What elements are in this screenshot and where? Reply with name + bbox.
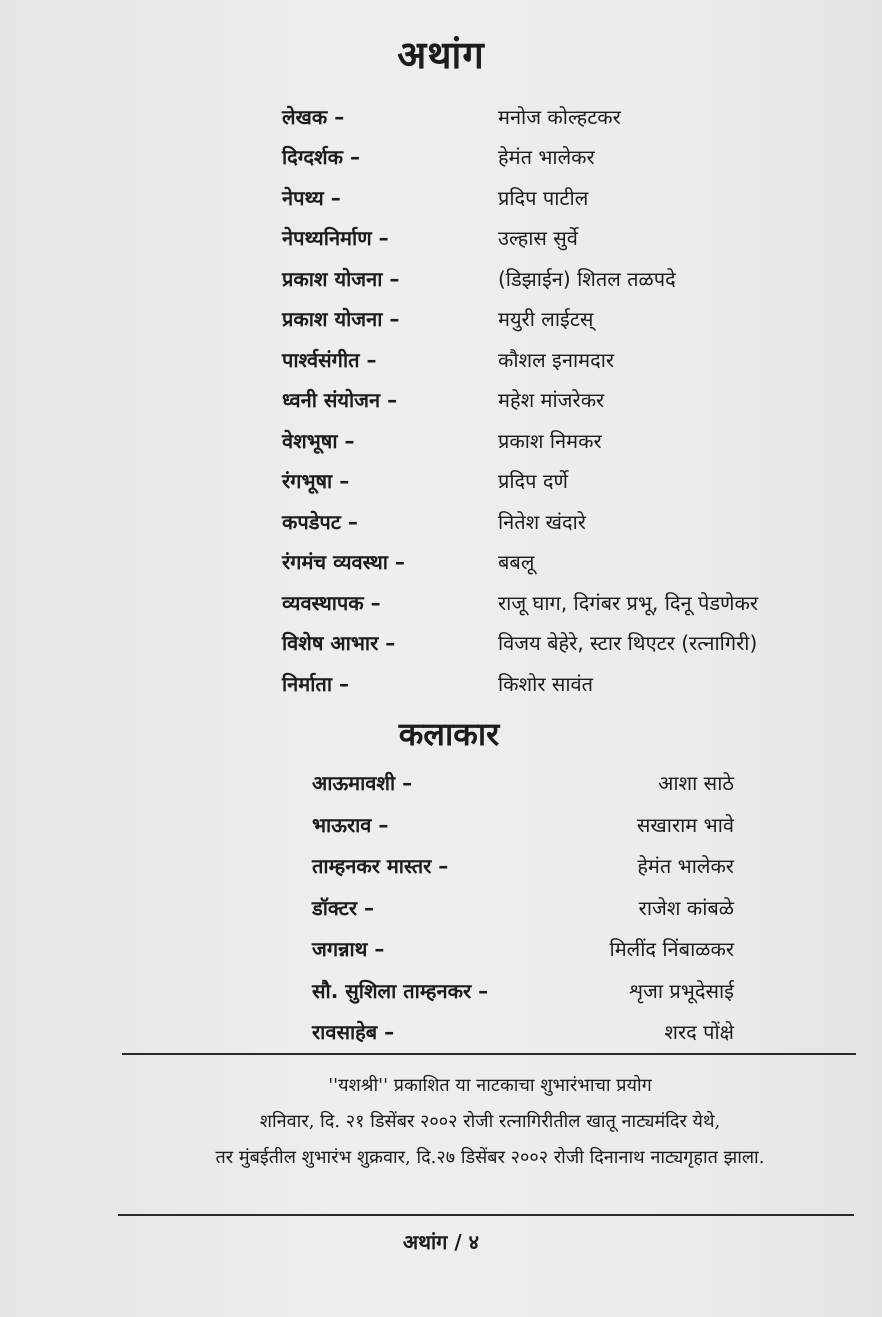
credit-role: नेपथ्य – (282, 185, 341, 210)
credit-name: प्रदिप दर्णे (498, 469, 568, 494)
cast-role: डॉक्टर – (312, 895, 375, 920)
credit-role: विशेष आभार – (282, 631, 396, 656)
cast-role: ताम्हनकर मास्तर – (312, 854, 449, 879)
credit-role: वेशभूषा – (282, 428, 355, 453)
premiere-note-line: तर मुंबईतील शुभारंभ शुक्रवार, दि.२७ डिसेंबर २००२ रोजी दिनानाथ नाट्यगृहात झाला. (215, 1147, 765, 1168)
credits-list (282, 96, 842, 704)
credit-role: प्रकाश योजना – (282, 307, 400, 332)
cast-actor: आशा साठे (658, 771, 734, 796)
credit-role: लेखक – (282, 104, 345, 129)
cast-actor: शृजा प्रभूदेसाई (629, 978, 734, 1003)
credit-row (282, 542, 842, 583)
cast-actor: मिलींद निंबाळकर (609, 937, 734, 962)
credit-role: ध्वनी संयोजन – (282, 388, 398, 413)
credit-row (282, 96, 842, 137)
premiere-note-line: शनिवार, दि. २१ डिसेंबर २००२ रोजी रत्नागिरीतील खातू नाट्यमंदिर येथे, (259, 1111, 721, 1132)
divider-bottom (118, 1214, 854, 1216)
cast-role: आऊमावशी – (312, 771, 413, 796)
credit-role: रंगमंच व्यवस्था – (282, 550, 405, 575)
credit-name: (डिझाईन) शितल तळपदे (498, 266, 676, 291)
credit-name: मयुरी लाईटस् (498, 307, 594, 332)
page-footer: अथांग / ४ (402, 1230, 480, 1254)
credit-name: प्रदिप पाटील (498, 185, 589, 210)
cast-actor: शरद पोंक्षे (664, 1020, 734, 1045)
credit-row (282, 258, 842, 299)
credit-row (282, 177, 842, 218)
credit-name: मनोज कोल्हटकर (498, 104, 621, 129)
cast-row (312, 845, 734, 887)
cast-actor: सखाराम भावे (636, 812, 734, 837)
divider-top (122, 1053, 856, 1055)
credit-row (282, 299, 842, 340)
cast-row (312, 928, 734, 970)
premiere-note-line: ''यशश्री'' प्रकाशित या नाटकाचा शुभारंभाचा प्रयोग (328, 1075, 652, 1096)
credit-row (282, 582, 842, 623)
credit-role: व्यवस्थापक – (282, 590, 381, 615)
credit-role: नेपथ्यनिर्माण – (282, 226, 389, 251)
credit-name: नितेश खंदारे (498, 509, 586, 534)
credit-row (282, 380, 842, 421)
credit-row (282, 339, 842, 380)
credit-role: निर्माता – (282, 671, 349, 696)
credit-role: रंगभूषा – (282, 469, 350, 494)
credit-row (282, 623, 842, 664)
credit-name: प्रकाश निमकर (498, 428, 602, 453)
credit-name: उल्हास सुर्वे (498, 226, 578, 251)
credit-name: राजू घाग, दिगंबर प्रभू, दिनू पेडणेकर (498, 590, 759, 615)
page-title: अथांग (397, 33, 485, 77)
credit-role: पार्श्वसंगीत – (282, 347, 377, 372)
credit-name: महेश मांजरेकर (498, 388, 605, 413)
cast-role: भाऊराव – (312, 812, 389, 837)
cast-role: जगन्नाथ – (312, 937, 385, 962)
credit-role: कपडेपट – (282, 509, 358, 534)
cast-actor: राजेश कांबळे (638, 895, 734, 920)
cast-row (312, 970, 734, 1012)
cast-row (312, 1011, 734, 1053)
credit-row (282, 137, 842, 178)
premiere-note (100, 1068, 880, 1176)
credit-row (282, 663, 842, 704)
credit-name: बबलू (498, 550, 535, 575)
credit-row (282, 501, 842, 542)
cast-list (312, 762, 734, 1053)
cast-row (312, 804, 734, 846)
credit-role: प्रकाश योजना – (282, 266, 400, 291)
credit-row (282, 218, 842, 259)
cast-actor: हेमंत भालेकर (637, 854, 734, 879)
credit-name: हेमंत भालेकर (498, 145, 595, 170)
cast-heading: कलाकार (398, 715, 500, 753)
credit-name: कौशल इनामदार (498, 347, 615, 372)
credit-name: विजय बेहेरे, स्टार थिएटर (रत्नागिरी) (498, 631, 758, 656)
credit-row (282, 420, 842, 461)
credit-row (282, 461, 842, 502)
credit-role: दिग्दर्शक – (282, 145, 360, 170)
credit-name: किशोर सावंत (498, 671, 594, 696)
cast-role: सौ. सुशिला ताम्हनकर – (312, 978, 489, 1003)
cast-row (312, 762, 734, 804)
cast-role: रावसाहेब – (312, 1020, 395, 1045)
cast-row (312, 887, 734, 929)
